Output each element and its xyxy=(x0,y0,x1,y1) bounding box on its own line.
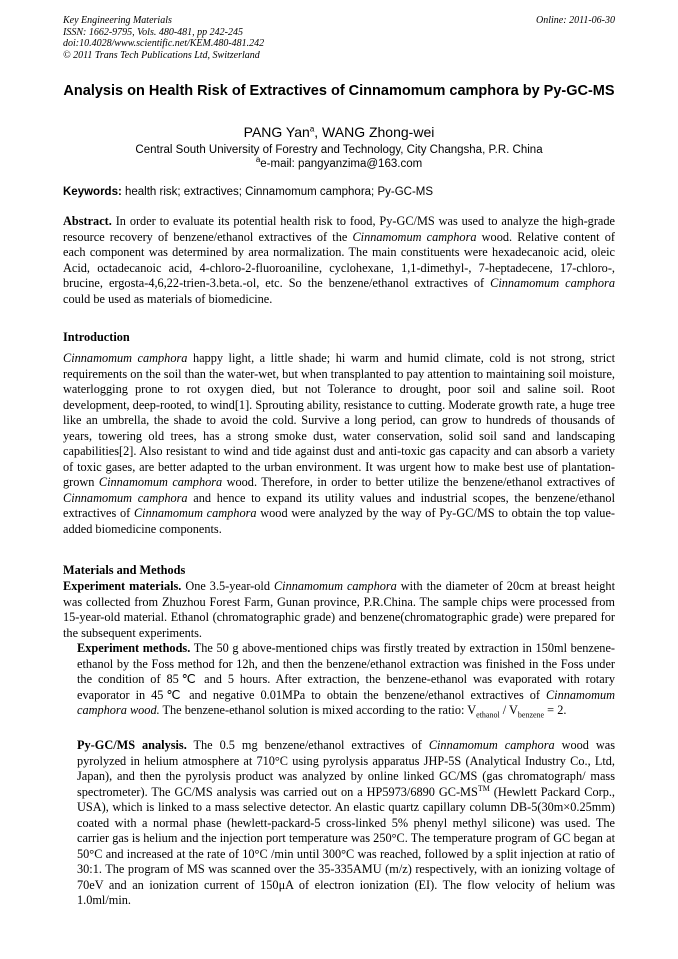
species-name: Cinnamomum camphora xyxy=(133,506,257,520)
intro-text: wood were analyzed by the way of Py-GC/MS to obtain the top value-added biomedicine components. xyxy=(63,506,615,536)
species-name: Cinnamomum camphora xyxy=(273,579,397,593)
introduction-paragraph xyxy=(63,351,615,537)
issn-line: ISSN: 1662-9795, Vols. 480-481, pp 242-245 xyxy=(63,26,243,38)
methods-text: The 50 g above-mentioned chips was firstly treated by extraction in 150ml benzene-ethanol by the Foss method for 12h, and then the benzene/ethanol extraction was finished in the Foss under the condition of 85℃ and 5 hours. After extraction, the benzene-ethanol was evaporated with rotary evaporator in 45℃ and negative 0.01MPa to obtain the benzene/ethanol extractives of xyxy=(77,641,615,702)
methods-text: (Hewlett Packard Corp., USA), which is linked to a mass selective detector. An elastic quartz capillary column DB-5(30m×0.25mm) coated with a normal phase (hewlett-packard-5 cross-linked 5% phenyl methyl silicone) was used. The carrier gas is helium and the injection port temperature was 250°C. The temperature program of GC began at 50°C and increased at the rate of 10°C /min until 300°C was reached, followed by a split injection at ratio of 30:1. The program of MS was scanned over the 35-335AMU (m/z) respectively, with an ionizing voltage of 70eV and an ionization current of 150μA of electron ionization (EI). The flow velocity of helium was 1.0ml/min. xyxy=(77,784,615,907)
trademark-mark: TM xyxy=(477,783,490,793)
journal-header xyxy=(63,15,615,61)
introduction-heading: Introduction xyxy=(63,330,130,344)
email-line xyxy=(63,157,615,171)
py-gc-ms-paragraph xyxy=(63,738,615,909)
author-1-affil-mark: a xyxy=(309,124,315,134)
keywords xyxy=(63,185,615,199)
author-1: PANG Yan xyxy=(243,124,310,140)
methods-text: = 2. xyxy=(544,703,567,717)
species-name: Cinnamomum camphora wood. xyxy=(77,687,615,717)
intro-text: wood. Therefore, in order to better utilize the benzene/ethanol extractives of xyxy=(222,475,615,489)
methods-text: The benzene-ethanol solution is mixed according to the ratio: V xyxy=(159,703,477,717)
affiliation: Central South University of Forestry and Technology, City Changsha, P.R. China xyxy=(135,144,543,156)
online-date: Online: 2011-06-30 xyxy=(536,15,615,26)
doi-line[interactable]: doi:10.4028/www.scientific.net/KEM.480-481.242 xyxy=(63,38,265,49)
methods-text: wood was pyrolyzed in helium atmosphere at 710°C using pyrolysis apparatus JHP-5S (Analytical Industry Co., Ltd, Japan), and then the pyrolysis product was analyzed by online linked GC/MS (gas chromatograph/ mass spectrometer). The GC/MS analysis was carried out on a HP5973/6890 GC-MS xyxy=(77,738,615,799)
author-separator: , xyxy=(314,124,323,140)
email-address[interactable]: e-mail: pangyanzima@163.com xyxy=(260,158,423,170)
abstract-label: Abstract. xyxy=(63,214,112,228)
keywords-label: Keywords: xyxy=(63,186,122,198)
methods-text: / V xyxy=(499,703,518,717)
methods-heading: Materials and Methods xyxy=(63,563,186,577)
copyright-line: © 2011 Trans Tech Publications Ltd, Switzerland xyxy=(63,49,260,61)
species-name: Cinnamomum camphora xyxy=(98,475,223,489)
experiment-methods-label: Experiment methods. xyxy=(77,641,191,655)
experiment-methods-paragraph xyxy=(63,641,615,719)
intro-text: and hence to expand its utility values and industrial scopes, the benzene/ethanol extractives of xyxy=(63,490,615,520)
intro-text: happy light, a little shade; hi warm and humid climate, cold is not strong, strict requirements on the soil than the water-wet, but when transplanted to pay attention to maintaining soil moisture, waterlogging prone to rot oxygen died, but not Tolerance to drought, poor soil and saline soil. Root development, deep-rooted, to wind[1]. Sprouting ability, resistance to cutting. Moderate growth rate, a huge tree like an umbrella, the shade to avoid the cold. Survive a long period, can grow to hundreds of thousands of years, towering old trees, has a strong smoke dust, water conservation, solid soil sand and landscaping capabilities[2]. Also resistant to wind and tide against dust and anti-toxic gas capacity and can absorb a variety of toxic gases, are better adapted to the urban environment. It was urgent how to make best use of plantation-grown xyxy=(63,351,615,489)
species-name: Cinnamomum camphora xyxy=(63,490,188,505)
author-2: WANG Zhong-wei xyxy=(322,124,435,140)
species-name: Cinnamomum camphora xyxy=(428,738,555,752)
paper-title: Analysis on Health Risk of Extractives of Cinnamomum camphora by Py-GC-MS xyxy=(63,83,615,99)
species-name: Cinnamomum camphora xyxy=(63,351,188,365)
abstract-text: In order to evaluate its potential health risk to food, Py-GC/MS was used to analyze the high-grade resource recovery of benzene/ethanol extractives of the xyxy=(63,214,615,244)
experiment-materials-label: Experiment materials. xyxy=(63,579,182,593)
methods-text: One 3.5-year-old xyxy=(181,579,274,593)
experiment-materials-paragraph xyxy=(63,579,615,641)
species-name: Cinnamomum camphora xyxy=(490,276,615,290)
keywords-text: health risk; extractives; Cinnamomum camphora; Py-GC-MS xyxy=(121,186,434,198)
methods-text: The 0.5 mg benzene/ethanol extractives of xyxy=(186,738,429,752)
subscript-ethanol: ethanol xyxy=(476,710,500,720)
abstract-text: wood. Relative content of each component was determined by area normalization. The main constituents were hexadecanoic acid, oleic Acid, octadecanoic acid, 4-chloro-2-fluoroaniline, cyclohexane, 1,1-dimethyl-, 7-heptadecene, 17-chloro-, brucine, ergosta-4,6,22-trien-3.beta.-ol, etc. So the benzene/ethanol extractives of xyxy=(63,229,615,290)
methods-text: with the diameter of 20cm at breast height was collected from Zhuzhou Forest Farm, Gunan province, P.R.China. The sample chips were processed from 15-year-old material. Ethanol (chromatographic grade) and benzene(chromatographic grade) were prepared for the subsequent experiments. xyxy=(63,579,615,640)
journal-name: Key Engineering Materials xyxy=(63,15,172,26)
email-affil-mark: a xyxy=(255,155,261,165)
author-line xyxy=(63,124,615,140)
species-name: Cinnamomum camphora xyxy=(352,229,477,244)
abstract-text: could be used as materials of biomedicine. xyxy=(63,291,273,306)
subscript-benzene: benzene xyxy=(517,710,545,720)
py-gc-ms-label: Py-GC/MS analysis. xyxy=(77,738,187,752)
abstract-paragraph xyxy=(63,214,615,307)
